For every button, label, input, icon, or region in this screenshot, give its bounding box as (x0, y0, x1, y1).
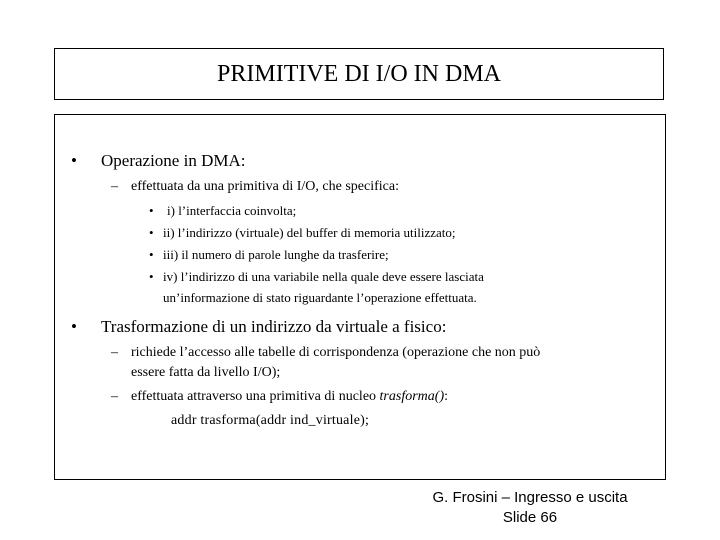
bullet-trasformazione-indirizzo: Trasformazione di un indirizzo da virtuale a fisico: (101, 317, 447, 336)
sub-effettuata-prefix: effettuata attraverso una primitiva di nucleo (131, 389, 380, 404)
dash-marker: – (111, 345, 118, 360)
item-bullet: • (149, 247, 154, 262)
sub-richiede-accesso: richiede l’accesso alle tabelle di corrispondenza (operazione che non può (131, 345, 541, 360)
item-indirizzo-variabile: iv) l’indirizzo di una variabile nella quale deve essere lasciata (163, 269, 484, 284)
item-bullet: • (149, 203, 154, 218)
footer-author-course: G. Frosini – Ingresso e uscita (432, 489, 628, 506)
item-bullet: • (149, 225, 154, 240)
sub-effettuata-nucleo (131, 389, 448, 405)
slide-title-box (54, 48, 664, 100)
bullet-operazione-dma: Operazione in DMA: (101, 151, 246, 170)
sub-effettuata-suffix: : (444, 389, 448, 404)
slide-footer (410, 488, 650, 528)
trasforma-function-name: trasforma() (379, 389, 445, 404)
item-indirizzo-buffer: ii) l’indirizzo (virtuale) del buffer di memoria utilizzato; (163, 225, 456, 240)
slide-content-box (54, 114, 666, 480)
item-bullet: • (149, 269, 154, 284)
sub-richiede-accesso-cont: essere fatta da livello I/O); (131, 365, 281, 380)
footer-slide-number: Slide 66 (502, 509, 558, 526)
bullet-marker: • (71, 317, 77, 336)
bullet-marker: • (71, 151, 77, 170)
slide-title: PRIMITIVE DI I/O IN DMA (217, 60, 501, 87)
sub-effettuata-primitiva: effettuata da una primitiva di I/O, che specifica: (131, 179, 399, 194)
code-trasforma-signature: addr trasforma(addr ind_virtuale); (171, 413, 370, 428)
item-indirizzo-variabile-cont: un’informazione di stato riguardante l’operazione effettuata. (163, 290, 477, 305)
dash-marker: – (111, 179, 118, 194)
item-numero-parole: iii) il numero di parole lunghe da trasferire; (163, 247, 389, 262)
dash-marker: – (111, 389, 118, 404)
item-interfaccia: i) l’interfaccia coinvolta; (167, 203, 297, 218)
